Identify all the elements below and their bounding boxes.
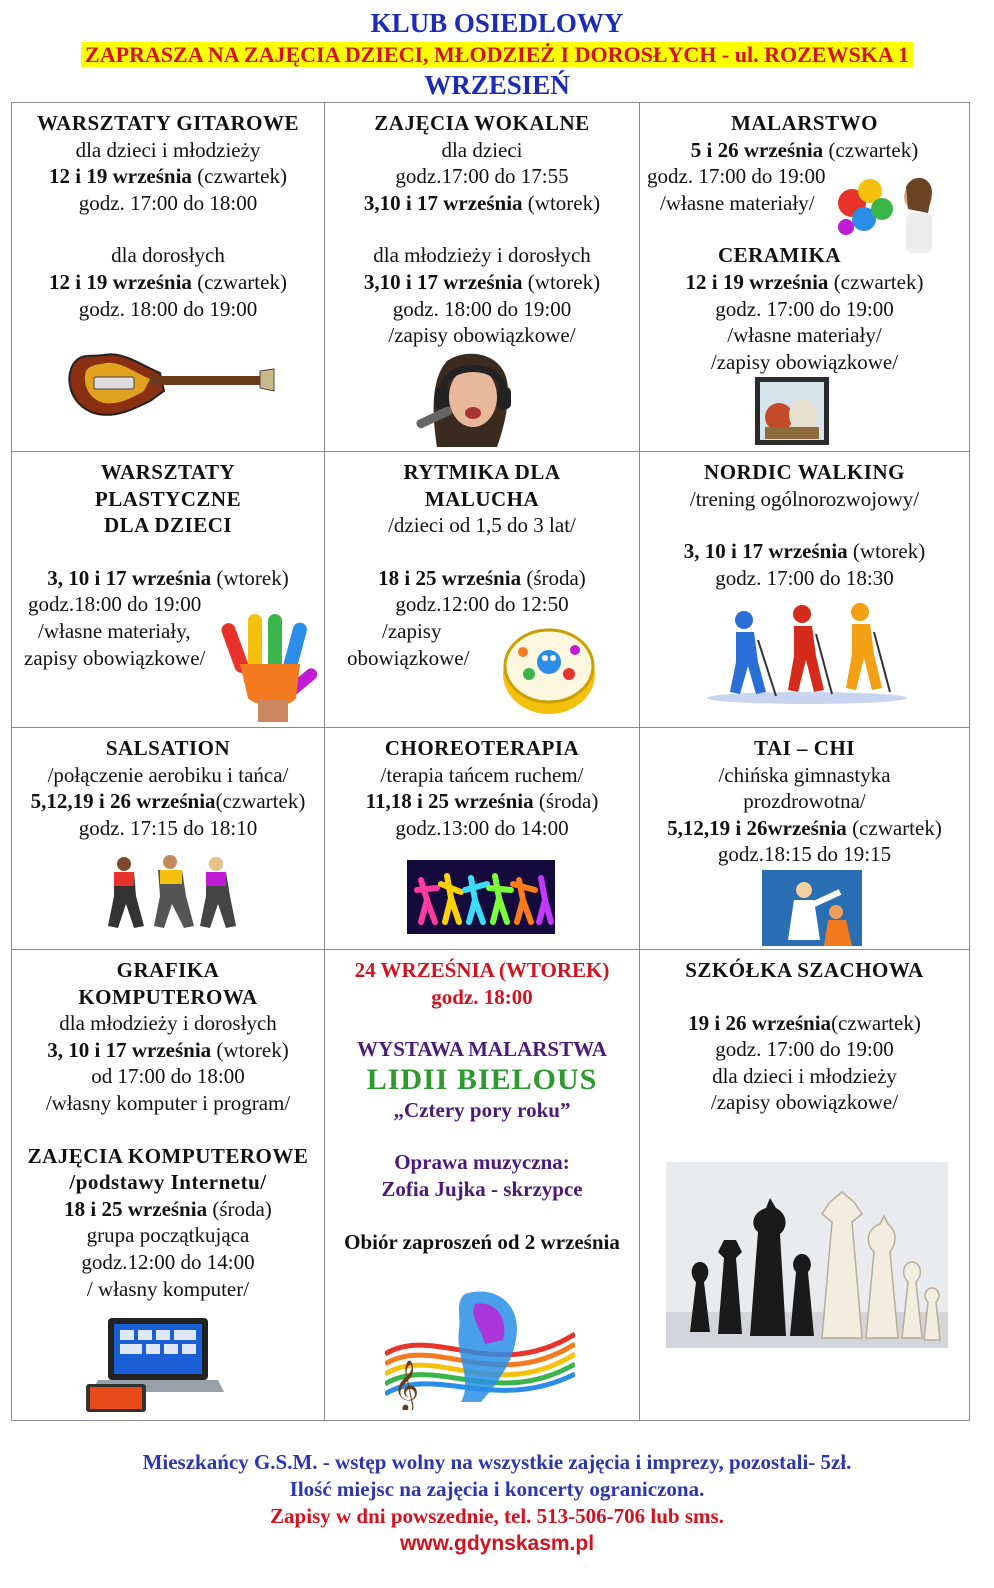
laptop-tablet-icon xyxy=(86,1314,224,1414)
cell-malar xyxy=(640,103,970,452)
singer-icon xyxy=(407,351,532,447)
footer-entry-info: Mieszkańcy G.S.M. - wstęp wolny na wszystkie zajęcia i imprezy, pozostali- 5zł. xyxy=(142,1450,852,1474)
cell-dates xyxy=(325,788,639,815)
cell-hours: godz.12:00 do 12:50 xyxy=(395,592,569,617)
dates: 5,12,19 i 26 września xyxy=(30,789,216,814)
cell-line: /trening ogólnorozwojowy/ xyxy=(689,486,920,511)
exhibition-subtitle: „Cztery pory roku” xyxy=(393,1097,571,1122)
cell-note: /zapisy obowiązkowe/ xyxy=(710,1090,899,1115)
invitation-note: Obiór zaproszeń od 2 września xyxy=(344,1229,620,1254)
tai-chi-icon xyxy=(762,870,862,946)
cell-choreo xyxy=(325,728,640,950)
paint-splash-icon xyxy=(832,173,944,257)
cell-note: zapisy obowiązkowe/ xyxy=(24,645,206,670)
cell-note: /własny komputer i program/ xyxy=(45,1090,291,1115)
cell-note: /zapisy xyxy=(382,618,442,643)
cell-dates xyxy=(12,163,324,190)
cell-title: TAI – CHI xyxy=(754,736,855,760)
cell-hours: godz.12:00 do 14:00 xyxy=(81,1249,255,1274)
cell-hours: godz. 17:00 do 19:00 xyxy=(715,1037,894,1062)
table-row xyxy=(12,452,970,728)
cell-dates xyxy=(640,815,969,842)
cell-line: dla dorosłych xyxy=(111,243,225,268)
cell-note: /zapisy obowiązkowe/ xyxy=(710,349,899,374)
dates: 3,10 i 17 września xyxy=(363,190,523,215)
invite-line: ZAPRASZA NA ZAJĘCIA DZIECI, MŁODZIEŻ I DOROSŁYCH - ul. ROZEWSKA 1 xyxy=(81,42,913,67)
cell-hours: godz. 18:00 do 19:00 xyxy=(78,296,258,321)
cell-title: GRAFIKA xyxy=(116,958,220,982)
cell-rytm xyxy=(325,452,640,728)
cell-title: /podstawy Internetu/ xyxy=(69,1170,267,1195)
cell-wystawa xyxy=(325,950,640,1421)
cell-grafika xyxy=(12,950,325,1421)
cell-dates xyxy=(12,565,324,592)
cell-hours: godz.18:00 do 19:00 xyxy=(28,592,202,617)
weekday: (środa) xyxy=(207,1196,272,1221)
poster-title: KLUB OSIEDLOWY xyxy=(370,8,624,38)
artist-name: LIDII BIELOUS xyxy=(366,1062,598,1096)
cell-dates xyxy=(12,1037,324,1064)
cell-title: SALSATION xyxy=(105,736,231,760)
music-performer: Zofia Jujka - skrzypce xyxy=(381,1176,583,1201)
weekday: (środa) xyxy=(521,565,586,590)
dates: 18 i 25 września xyxy=(64,1196,208,1221)
cell-line: /chińska gimnastyka xyxy=(718,762,891,787)
cell-szachy xyxy=(640,950,970,1421)
table-row xyxy=(12,103,970,452)
cell-dates xyxy=(640,1010,969,1037)
cell-title: WARSZTATY xyxy=(100,460,236,484)
cell-taichi xyxy=(640,728,970,950)
cell-dates xyxy=(325,190,639,217)
dancers-icon xyxy=(100,854,240,930)
music-painting-icon xyxy=(385,1284,575,1410)
dates: 3, 10 i 17 września xyxy=(47,565,212,590)
tambourine-icon xyxy=(499,622,599,718)
cell-line: dla młodzieży i dorosłych xyxy=(59,1011,277,1036)
weekday: (wtorek) xyxy=(211,565,289,590)
cell-title: MALUCHA xyxy=(424,486,540,511)
month-title: WRZESIEŃ xyxy=(424,70,570,100)
footer-website-link[interactable]: www.gdynskasm.pl xyxy=(399,1532,595,1555)
cell-line: /dzieci od 1,5 do 3 lat/ xyxy=(388,513,576,538)
table-row xyxy=(12,728,970,950)
cell-title: ZAJĘCIA KOMPUTEROWE xyxy=(27,1143,309,1168)
cell-dates xyxy=(325,269,639,296)
cell-note: /własne materiały/ xyxy=(660,190,815,215)
weekday: (czwartek) xyxy=(823,137,919,162)
cell-salsa xyxy=(12,728,325,950)
cell-title: SZKÓŁKA SZACHOWA xyxy=(685,958,924,982)
cell-hours: godz. 17:00 do 19:00 xyxy=(715,296,894,321)
cell-line: dla dzieci i młodzieży xyxy=(75,137,261,162)
chess-pieces-icon xyxy=(666,1162,948,1348)
exhibition-title: WYSTAWA MALARSTWA xyxy=(357,1037,607,1062)
weekday: (czwartek) xyxy=(831,1010,921,1035)
cell-dates xyxy=(640,538,969,565)
cell-dates xyxy=(640,269,969,296)
weekday: (czwartek) xyxy=(191,164,287,189)
cell-dates xyxy=(640,137,969,164)
exhibition-date: 24 WRZEŚNIA (WTOREK) xyxy=(354,958,610,982)
cell-hours: godz. 17:00 do 18:00 xyxy=(78,190,258,215)
guitar-icon xyxy=(64,343,276,419)
dates: 3,10 i 17 września xyxy=(363,269,523,294)
dates: 11,18 i 25 września xyxy=(365,789,534,814)
cell-line: grupa początkująca xyxy=(86,1223,250,1248)
nordic-walkers-icon xyxy=(702,600,912,710)
cell-title: CHOREOTERAPIA xyxy=(384,736,580,760)
dates: 3, 10 i 17 września xyxy=(47,1037,212,1062)
cell-nordic xyxy=(640,452,970,728)
weekday: (czwartek) xyxy=(828,269,924,294)
cell-title: DLA DZIECI xyxy=(103,513,233,538)
cell-note: /własne materiały/ xyxy=(727,323,882,348)
cell-line: /połączenie aerobiku i tańca/ xyxy=(47,762,289,787)
cell-wokal xyxy=(325,103,640,452)
cell-title: KOMPUTEROWA xyxy=(78,984,258,1009)
weekday: (czwartek) xyxy=(191,269,287,294)
cell-title: RYTMIKA DLA xyxy=(403,460,561,484)
cell-plast xyxy=(12,452,325,728)
dates: 5 i 26 września xyxy=(690,137,824,162)
dates: 3, 10 i 17 września xyxy=(683,539,848,564)
weekday: (środa) xyxy=(533,789,599,814)
cell-title: MALARSTWO xyxy=(731,111,878,135)
cell-hours: godz.13:00 do 14:00 xyxy=(395,815,569,840)
cell-dates xyxy=(12,788,324,815)
cell-line: dla dzieci i młodzieży xyxy=(712,1063,897,1088)
dates: 12 i 19 września xyxy=(49,269,192,294)
cell-hours: godz.17:00 do 17:55 xyxy=(395,164,569,189)
cell-title: ZAJĘCIA WOKALNE xyxy=(374,111,590,135)
cell-title: WARSZTATY GITAROWE xyxy=(36,111,299,135)
footer-limited-seats: Ilość miejsc na zajęcia i koncerty ograniczona. xyxy=(289,1477,705,1501)
cell-note: /własne materiały, xyxy=(38,618,191,643)
cell-title: PLASTYCZNE xyxy=(94,486,242,511)
cell-line: prozdrowotna/ xyxy=(743,789,866,814)
schedule-table xyxy=(11,102,970,1421)
dates: 12 i 19 września xyxy=(49,164,192,189)
dates: 18 i 25 września xyxy=(378,565,522,590)
cell-title: NORDIC WALKING xyxy=(704,460,905,484)
music-label: Oprawa muzyczna: xyxy=(394,1150,570,1175)
footer-signup-phone: Zapisy w dni powszednie, tel. 513-506-706 lub sms. xyxy=(270,1504,724,1528)
cell-hours: godz. 17:15 do 18:10 xyxy=(78,815,258,840)
cell-hours: godz. 17:00 do 18:30 xyxy=(715,565,894,590)
painted-hand-icon xyxy=(220,612,320,722)
cell-note: /zapisy obowiązkowe/ xyxy=(388,323,576,348)
weekday: (wtorek) xyxy=(522,269,601,294)
cell-note: / własny komputer/ xyxy=(86,1276,250,1301)
cell-line: dla młodzieży i dorosłych xyxy=(373,243,591,268)
cell-gitar xyxy=(12,103,325,452)
ceramics-painting-icon xyxy=(755,377,829,445)
cell-line: dla dzieci xyxy=(441,137,523,162)
cell-title: CERAMIKA xyxy=(718,243,841,268)
svg-text:𝄞: 𝄞 xyxy=(393,1360,420,1410)
dates: 12 i 19 września xyxy=(685,269,829,294)
cell-line: /terapia tańcem ruchem/ xyxy=(380,762,584,787)
weekday: (wtorek) xyxy=(211,1037,289,1062)
dance-silhouettes-icon xyxy=(407,860,555,934)
weekday: (wtorek) xyxy=(847,539,926,564)
dates: 5,12,19 i 26września xyxy=(667,815,847,840)
cell-dates xyxy=(325,565,639,592)
cell-hours: od 17:00 do 18:00 xyxy=(91,1064,245,1089)
weekday: (czwartek) xyxy=(215,789,306,814)
table-row xyxy=(12,950,970,1421)
weekday: (wtorek) xyxy=(522,190,601,215)
cell-dates xyxy=(12,1196,324,1223)
cell-note: obowiązkowe/ xyxy=(347,645,470,670)
weekday: (czwartek) xyxy=(846,815,942,840)
cell-hours: godz.18:15 do 19:15 xyxy=(717,842,892,867)
invite-line-wrap xyxy=(0,42,994,68)
dates: 19 i 26 września xyxy=(688,1010,832,1035)
exhibition-time: godz. 18:00 xyxy=(431,984,533,1009)
cell-dates xyxy=(12,269,324,296)
cell-hours: godz. 18:00 do 19:00 xyxy=(392,296,572,321)
cell-hours: godz. 17:00 do 19:00 xyxy=(647,164,826,189)
